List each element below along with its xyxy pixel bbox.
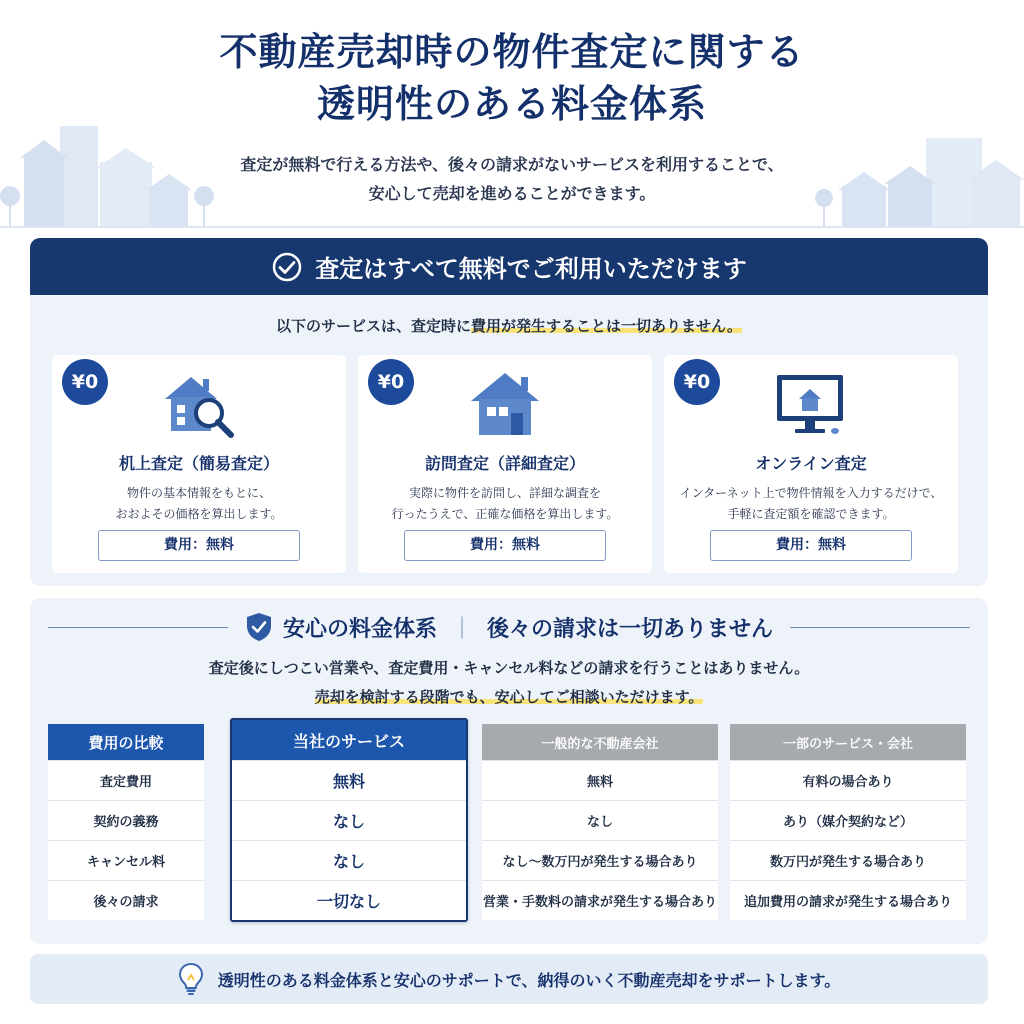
page-title — [0, 26, 1024, 130]
yen-zero-badge: ¥0 — [62, 359, 108, 405]
free-assessment-lead — [30, 315, 988, 336]
page-title-line1: 不動産売却時の物件査定に関する — [219, 30, 805, 74]
pricing-heading-text-a: 安心の料金体系 — [282, 616, 437, 642]
free-assessment-heading — [30, 238, 988, 295]
footer-banner — [30, 954, 988, 1004]
comparison-column-label — [48, 724, 204, 920]
card-description — [664, 483, 958, 525]
column-header: 費用の比較 — [48, 724, 204, 760]
pricing-heading-separator: ｜ — [450, 616, 473, 642]
card-description-line: インターネット上で物件情報を入力するだけで、 — [679, 486, 943, 500]
table-cell: なし — [482, 800, 718, 840]
card-description-line: 物件の基本情報をもとに、 — [126, 486, 271, 500]
column-header: 一般的な不動産会社 — [482, 724, 718, 760]
assessment-card-desk — [52, 355, 346, 573]
pricing-heading-text-b: 後々の請求は一切ありません — [487, 616, 774, 642]
check-circle-icon — [271, 251, 303, 283]
card-description-line: 手軽に査定額を確認できます。 — [727, 507, 895, 521]
pricing-heading — [30, 612, 988, 642]
hero-header — [0, 0, 1024, 228]
table-cell: なし — [232, 840, 466, 880]
card-title: 机上査定（簡易査定） — [118, 454, 279, 473]
table-cell: 追加費用の請求が発生する場合あり — [730, 880, 966, 920]
page-subtitle-line2: 安心して売却を進めることができます。 — [368, 184, 656, 203]
pricing-lead-line1: 査定後にしつこい営業や、査定費用・キャンセル料などの請求を行うことはありません。 — [208, 659, 810, 677]
free-assessment-lead-highlight: 費用が発生することは一切ありません。 — [471, 317, 742, 335]
free-assessment-heading-text: 査定はすべて無料でご利用いただけます — [315, 255, 747, 283]
table-row-label: 契約の義務 — [48, 800, 204, 840]
table-cell: 一切なし — [232, 880, 466, 920]
table-cell: 無料 — [482, 760, 718, 800]
house-search-icon — [159, 369, 239, 439]
computer-house-icon — [771, 369, 851, 439]
card-description — [358, 483, 652, 525]
table-cell: 数万円が発生する場合あり — [730, 840, 966, 880]
column-header: 一部のサービス・会社 — [730, 724, 966, 760]
heading-rule-left — [48, 627, 228, 628]
comparison-column-general — [482, 724, 718, 920]
table-cell: 営業・手数料の請求が発生する場合あり — [482, 880, 718, 920]
card-description-line: 実際に物件を訪問し、詳細な調査を — [408, 486, 601, 500]
pricing-lead-highlight: 売却を検討する段階でも、安心してご相談いただけます。 — [314, 688, 704, 706]
assessment-cards — [52, 355, 966, 573]
table-cell: なし～数万円が発生する場合あり — [482, 840, 718, 880]
page-title-line2: 透明性のある料金体系 — [316, 82, 707, 126]
free-assessment-lead-text: 以下のサービスは、査定時に — [276, 317, 472, 335]
yen-zero-badge: ¥0 — [368, 359, 414, 405]
comparison-column-partial — [730, 724, 966, 920]
table-cell: なし — [232, 800, 466, 840]
column-header: 当社のサービス — [232, 720, 466, 760]
yen-zero-badge: ¥0 — [674, 359, 720, 405]
card-description-line: 行ったうえで、正確な価格を算出します。 — [391, 507, 619, 521]
assessment-card-online — [664, 355, 958, 573]
table-cell: 有料の場合あり — [730, 760, 966, 800]
card-fee-label: 費用：無料 — [710, 530, 912, 561]
table-row-label: キャンセル料 — [48, 840, 204, 880]
house-icon — [465, 369, 545, 439]
comparison-column-our-service — [230, 718, 468, 922]
assessment-card-visit — [358, 355, 652, 573]
card-fee-label: 費用：無料 — [404, 530, 606, 561]
pricing-panel — [30, 598, 988, 944]
table-cell: 無料 — [232, 760, 466, 800]
page-subtitle-line1: 査定が無料で行える方法や、後々の請求がないサービスを利用することで、 — [240, 155, 784, 174]
pricing-heading-title — [233, 612, 785, 643]
lightbulb-icon — [178, 962, 204, 996]
table-row-label: 査定費用 — [48, 760, 204, 800]
table-cell: あり（媒介契約など） — [730, 800, 966, 840]
free-assessment-panel — [30, 238, 988, 586]
card-description-line: おおよその価格を算出します。 — [115, 507, 283, 521]
card-title: オンライン査定 — [755, 454, 867, 473]
pricing-lead — [30, 654, 988, 712]
footer-text: 透明性のある料金体系と安心のサポートで、納得のいく不動産売却をサポートします。 — [217, 970, 841, 990]
page-subtitle — [0, 150, 1024, 208]
card-description — [52, 483, 346, 525]
shield-check-icon — [245, 612, 273, 642]
card-fee-label: 費用：無料 — [98, 530, 300, 561]
heading-rule-right — [790, 627, 970, 628]
table-row-label: 後々の請求 — [48, 880, 204, 920]
card-title: 訪問査定（詳細査定） — [424, 454, 585, 473]
